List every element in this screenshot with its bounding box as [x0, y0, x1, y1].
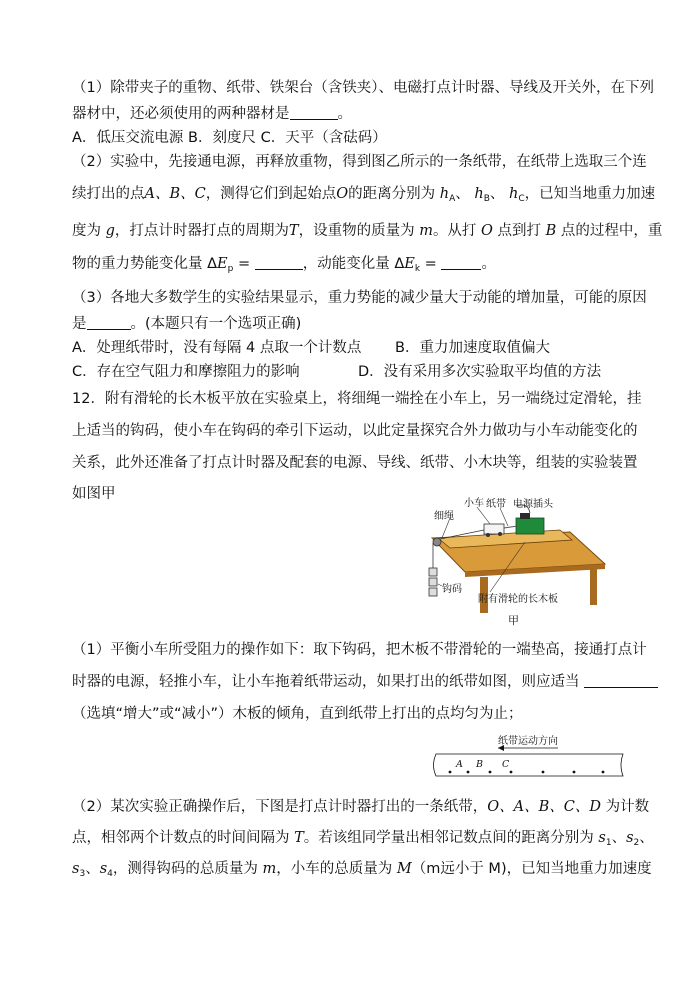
tape-figure — [428, 728, 628, 786]
text: ，测得它们到起始点 — [205, 186, 337, 202]
answer-blank[interactable] — [255, 255, 303, 270]
text: （2）某次实验正确操作后，下图是打点计时器打出的一条纸带， — [72, 799, 488, 815]
point-labels: O、A、B、C、D — [487, 799, 601, 815]
m-var: m — [419, 223, 433, 239]
q11-part3-line1: （3）各地大多数学生的实验结果显示，重力势能的减少量大于动能的增加量，可能的原因 — [72, 290, 647, 306]
q12-part1-line1: （1）平衡小车所受阻力的操作如下：取下钩码，把木板不带滑轮的一端垫高，接通打点计 — [72, 642, 647, 658]
q12-part1-line3: （选填“增大”或“减小”）木板的倾角，直到纸带上打出的点均匀为止； — [72, 706, 523, 722]
q11-part1-line2 — [72, 104, 352, 124]
text: 的距离分别为 — [348, 186, 436, 202]
s-var: s — [72, 861, 80, 877]
ep-var: E — [217, 256, 228, 272]
sep: 、 — [639, 830, 654, 846]
q11-part3-line2 — [72, 314, 301, 334]
s-var: s — [99, 861, 108, 877]
label-board: 附有滑轮的长木板 — [478, 594, 558, 605]
s-var: s — [598, 830, 606, 846]
text: （m远小于 M)，已知当地重力加速度 — [411, 861, 652, 877]
q12-part2-line2 — [72, 828, 654, 853]
s-sub: 1 — [605, 838, 612, 848]
sep: 、 — [611, 830, 627, 846]
q11-option-c: C．存在空气阻力和摩擦阻力的影响 — [72, 364, 300, 380]
label-tape: 纸带 — [486, 499, 506, 510]
apparatus-figure — [420, 494, 610, 630]
wheel — [486, 533, 490, 537]
text: 。(本题只有一个选项正确) — [130, 316, 302, 332]
text: 续打出的点 — [72, 186, 145, 202]
q12-line1: 12．附有滑轮的长木板平放在实验桌上，将细绳一端拴在小车上，另一端绕过定滑轮，挂 — [72, 391, 642, 407]
text: 物的重力势能变化量 Δ — [72, 256, 218, 272]
g-var: g — [105, 223, 115, 239]
text: 点的过程中，重 — [560, 223, 663, 239]
s-var: s — [626, 830, 634, 846]
equals: = — [233, 256, 255, 272]
point-a-label: A — [456, 759, 463, 770]
t-var: T — [294, 830, 304, 846]
answer-blank[interactable] — [584, 673, 658, 688]
h-var: h — [509, 186, 519, 202]
text: ，设重物的质量为 — [298, 223, 415, 239]
point-b: B — [545, 223, 557, 239]
q11-part1-line2-text: 器材中，还必须使用的两种器材是 — [72, 106, 290, 122]
text: 为计数 — [605, 799, 650, 815]
point-o: O — [481, 223, 493, 239]
text: 点，相邻两个计数点的时间间隔为 — [72, 830, 290, 846]
figure-caption: 甲 — [508, 614, 519, 627]
point-c-label: C — [502, 759, 510, 770]
text: ，测得钩码的总质量为 — [112, 861, 258, 877]
q11-option-d: D．没有采用多次实验取平均值的方法 — [358, 364, 602, 380]
answer-blank[interactable] — [441, 255, 481, 270]
m-var: m — [262, 861, 277, 877]
tape-dot — [467, 771, 470, 774]
q11-part2-line4: 物的重力势能变化量 $\Delta E_p$ = ，动能变化量 $\Delta E_k$ = 。 — [72, 256, 496, 274]
text: 。若该组同学量出相邻记数点间的距离分别为 — [303, 830, 594, 846]
h-var: h — [474, 186, 484, 202]
text: ，动能变化量 Δ — [302, 256, 405, 272]
ek-var: E — [404, 256, 415, 272]
q12-part1-line2 — [72, 672, 658, 692]
label-rope: 细绳 — [434, 511, 454, 522]
weight — [429, 588, 437, 596]
ek-sub: k — [414, 264, 421, 274]
tape-dot — [449, 771, 452, 774]
tape-dot — [489, 771, 492, 774]
q12-line2: 上适当的钩码，使小车在钩码的牵引下运动，以此定量探究合外力做功与小车动能变化的 — [72, 423, 638, 439]
wheel — [498, 532, 502, 536]
text: ，打点计时器打点的周期为 — [114, 223, 289, 239]
q11-option-b: B．重力加速度取值偏大 — [395, 340, 550, 356]
q11-part1-line1: （1）除带夹子的重物、纸带、铁架台（含铁夹）、电磁打点计时器、导线及开关外，在下列 — [72, 80, 654, 96]
s-sub: 4 — [107, 869, 113, 879]
text: 度为 — [72, 223, 101, 239]
s-sub: 2 — [633, 838, 640, 848]
text: 是 — [72, 316, 87, 332]
label-plug: 电源插头 — [513, 499, 553, 510]
q11-part1-line2-end: 。 — [337, 106, 352, 122]
tape-dot — [542, 771, 545, 774]
answer-blank[interactable] — [87, 315, 131, 330]
tape-dot — [510, 771, 513, 774]
q12-line4: 如图甲 — [72, 486, 116, 502]
text: 时器的电源，轻推小车，让小车拖着纸带运动，如果打出的纸带如图，则应适当 — [72, 674, 580, 690]
q11-part2-line1: （2）实验中，先接通电源，再释放重物，得到图乙所示的一条纸带，在纸带上选取三个连 — [72, 154, 647, 170]
big-m-var: M — [396, 861, 412, 877]
t-var: T — [288, 223, 299, 239]
ep-sub: p — [227, 264, 234, 274]
point-o: O — [336, 186, 349, 202]
text: 。 — [481, 256, 496, 272]
table-leg — [590, 569, 597, 605]
leader-line — [500, 508, 508, 526]
q12-part2-line3 — [72, 859, 652, 884]
s-sub: 3 — [79, 869, 86, 879]
label-weights: 钩码 — [442, 584, 462, 595]
h-sub: C — [518, 194, 525, 204]
answer-blank[interactable] — [290, 105, 338, 120]
h-sub: A — [449, 194, 456, 204]
q12-line3: 关系，此外还准备了打点计时器及配套的电源、导线、纸带、小木块等，组装的实验装置 — [72, 455, 638, 471]
weight — [429, 578, 437, 586]
h-var: h — [439, 186, 450, 202]
timer — [516, 518, 544, 534]
text: ，小车的总质量为 — [276, 861, 393, 877]
point-labels: A、B、C — [144, 186, 206, 202]
q11-part1-options: A．低压交流电源 B．刻度尺 C．天平（含砝码） — [72, 130, 387, 146]
q11-option-a: A．处理纸带时，没有每隔 4 点取一个计数点 — [72, 340, 362, 356]
tape-direction-label: 纸带运动方向 — [498, 736, 558, 747]
text: 。从打 — [432, 223, 477, 239]
q11-part2-line2: 续打出的点A、B、C，测得它们到起始点O的距离分别为 $h_A$、 $h_B$、 $h_C$，已知当地重力加速 — [72, 186, 656, 204]
q12-part2-line1 — [72, 797, 649, 817]
point-b-label: B — [476, 759, 483, 770]
timer-part — [520, 513, 530, 519]
text: ，已知当地重力加速 — [524, 186, 656, 202]
h-sub: B — [483, 194, 490, 204]
tape-dot — [573, 771, 576, 774]
sep: 、 — [85, 861, 100, 877]
weight — [429, 568, 437, 576]
q11-part2-line3 — [72, 221, 662, 241]
label-car: 小车 — [464, 498, 484, 509]
pulley — [433, 538, 441, 546]
text: 点到打 — [497, 223, 542, 239]
tape-dot — [602, 771, 605, 774]
